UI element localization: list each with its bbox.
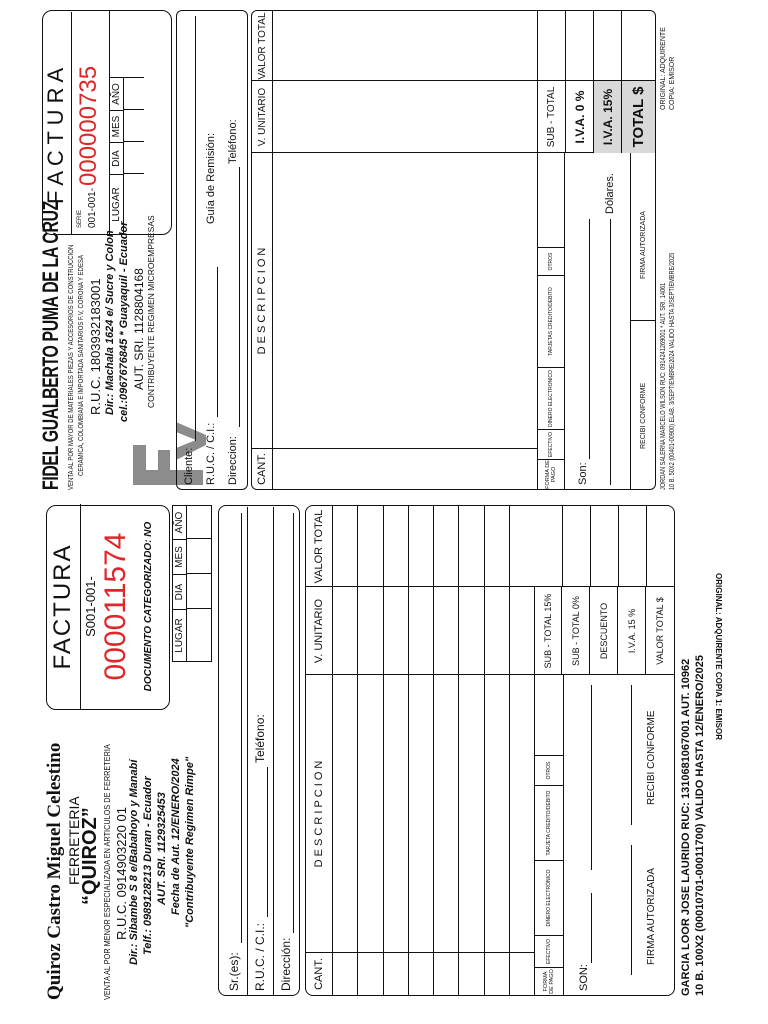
total-total: TOTAL $ [621, 81, 655, 153]
total-iva0: I.V.A. 0 % [565, 81, 593, 153]
client-field[interactable] [195, 16, 196, 441]
col-valor-total: VALOR TOTAL [256, 12, 268, 80]
phone-text: Telf.: 0989128213 Duran - Ecuador [142, 776, 154, 955]
ruc-label: R.U.C. / C.I.: [253, 922, 267, 991]
payment-efectivo[interactable]: EFECTIVO [537, 429, 565, 459]
regime-text: CONTRIBUYENTE REGIMEN MICROEMPRESAS [146, 215, 156, 408]
serie-text: S001-001- [83, 576, 98, 637]
total-subtotal: SUB - TOTAL [545, 86, 557, 148]
address-label: Dirección: [279, 937, 293, 991]
item-row-line [357, 506, 358, 995]
date-header-anio: AÑO [110, 78, 124, 110]
col-cant: CANT. [256, 453, 268, 485]
store-line: FERRETERIA [66, 796, 82, 885]
doc-category-note: DOCUMENTO CATEGORIZADO: NO [143, 521, 154, 692]
invoice-number: 000011574 [99, 532, 132, 681]
item-row-line [509, 506, 510, 995]
item-row-line [383, 506, 384, 995]
phone-text: cel.:0967676845 * Guayaquil - Ecuador [118, 221, 130, 422]
recibi-conforme: RECIBI CONFORME [646, 710, 657, 805]
col-descripcion: D E S C R I P C I O N [313, 760, 325, 868]
ruc-field[interactable] [217, 267, 218, 417]
invoice-number: 000000735 [75, 65, 102, 186]
activity-line2: CERAMICA, COLOMBIANA E IMPORTADA SANITARIOS F.V, CORONA Y EDESA [76, 255, 85, 476]
payment-dinero[interactable]: DINERO ELECTRÓNICO [534, 860, 564, 935]
son-field[interactable] [589, 219, 590, 459]
printer-line1: JORDAN SALERNA MARCELO WILSON RUC: 0914241269001 * AUT. SRI. 14061 [660, 282, 667, 490]
date-header-mes: MES [110, 110, 124, 142]
payment-row [537, 153, 565, 489]
invoice-quiroz [42, 505, 742, 1000]
items-table [251, 10, 656, 490]
total-iva: I.V.A. 15 % [618, 587, 646, 675]
col-v-unitario: V. UNITARIO [256, 87, 268, 147]
owner-name: FIDEL GUALBERTO PUMA DE LA CRUZ [38, 201, 63, 490]
printer-line2: 10 B. 100X2 (00010701-00011700) VALIDO HASTA 12/ENERO/2025 [694, 655, 706, 996]
serie-label: SERIE [77, 209, 83, 228]
doc-number-box [42, 10, 172, 235]
payment-row [534, 675, 564, 995]
date-header-anio: AÑO [173, 506, 187, 539]
date-header-mes: MES [173, 539, 187, 574]
payment-tarjeta[interactable]: TARJETA CREDITO/DEBITO [534, 785, 564, 860]
total-sub0: SUB - TOTAL 0% [562, 587, 590, 675]
client-box [176, 10, 248, 490]
regime-text: "Contribuyente Regimen Rimpe" [184, 756, 196, 928]
son-label: Son: [577, 462, 589, 485]
fecha-aut-text: Fecha de Aut. 12/ENERO/2024 [170, 758, 182, 915]
dolares-text: Dólares. [604, 173, 616, 214]
client-box [218, 505, 300, 996]
payment-label: FORMA DE PAGO [534, 967, 564, 995]
payment-efectivo[interactable]: EFECTIVO [534, 935, 564, 967]
total-valor: VALOR TOTAL $ [655, 597, 665, 665]
ruc-label: R.U.C. / C.I.: [205, 422, 217, 485]
ruc-text: R.U.C. 0914903220 01 [114, 807, 129, 940]
payment-dinero[interactable]: DINERO ELECTRONICO [537, 367, 565, 429]
aut-sri-text: AUT. SRI. 1129325453 [156, 792, 168, 905]
total-sub15: SUB - TOTAL 15% [534, 587, 562, 675]
client-label: Sr.(es): [227, 952, 241, 991]
item-row-line [458, 506, 459, 995]
col-valor-total: VALOR TOTAL [313, 509, 325, 584]
col-descripcion: D E S C R I P C I O N [256, 247, 268, 355]
address-field[interactable] [239, 167, 240, 427]
item-row-line [408, 506, 409, 995]
phone-label: Teléfono: [253, 714, 267, 763]
son-field[interactable] [591, 893, 592, 963]
doc-title: F A C T U R A [43, 67, 68, 204]
store-name: “QUIROZ” [79, 807, 101, 905]
date-header-dia: DIA [110, 142, 124, 174]
payment-otros[interactable]: OTROS [534, 755, 564, 785]
address-text: Dir.: Sibambe S 8 e/Babahoyo y Manabí [128, 759, 140, 965]
owner-name: Quiroz Castro Miguel Celestino [44, 742, 65, 1000]
total-iva15: I.V.A. 15% [593, 81, 621, 153]
date-header-lugar: LUGAR [110, 174, 124, 234]
printer-line2: 10 B. 50X2 (00401-00900) ELAB. 3/SEPTIEMBRE/2024 VALIDO HASTA 3/SEPTIEMBRE/2025 [669, 252, 676, 490]
items-table [305, 505, 675, 996]
son-label: SON: [578, 964, 590, 991]
date-table [109, 11, 171, 234]
item-row-line [484, 506, 485, 995]
activity-line1: VENTA AL POR MAYOR DE MATERIALES PIEZAS Y ACCESORIOS DE CONSTRUCCION [66, 244, 75, 490]
copy-note-2: COPIA: EMISOR [669, 56, 676, 110]
address-field[interactable] [293, 513, 294, 933]
copy-note: ORIGINAL: ADQUIRENTE COPIA 1: EMISOR [714, 573, 723, 740]
payment-tarjeta[interactable]: TARJETAS CREDITO/DEBITO [537, 275, 565, 367]
invoice-fidel [38, 10, 738, 490]
address-text: Dir.: Machala 1624 e/ Sucre y Colon [104, 230, 116, 415]
client-field[interactable] [241, 513, 242, 943]
firma-autorizada: FIRMA AUTORIZADA [646, 867, 657, 965]
col-v-unitario: V. UNITARIO [313, 598, 325, 664]
doc-number-box [46, 505, 170, 710]
firma-autorizada: FIRMA AUTORIZADA [640, 211, 647, 279]
printer-line1: GARCIA LOOR JOSE LAURIDO RUC: 1310681067001 AUT. 10962 [680, 658, 692, 996]
aut-sri-text: AUT. SRI. 1128804168 [132, 268, 146, 390]
serie-text: 001-001- [87, 187, 98, 228]
copy-note-1: ORIGINAL: ADQUIRENTE [660, 27, 667, 110]
ruc-text: R.U.C. 1803932183001 [88, 278, 103, 415]
payment-label: FORMA DE PAGO [537, 459, 565, 489]
address-label: Direccion: [227, 436, 239, 485]
client-label: Cliente: [183, 447, 195, 485]
phone-label: Teléfono: [227, 119, 239, 164]
activity-text: VENTA AL POR MENOR ESPECIALIZADA EN ARTICULOS DE FERRETERIA [102, 744, 112, 1000]
guia-label: Guía de Remisión: [205, 132, 217, 224]
total-descuento: DESCUENTO [590, 587, 618, 675]
items-rows [332, 506, 534, 995]
recibi-conforme: RECIBI CONFORME [640, 382, 647, 449]
ruc-field[interactable] [267, 767, 268, 917]
item-row-line [433, 506, 434, 995]
col-cant: CANT. [313, 958, 325, 990]
date-header-lugar: LUGAR [173, 609, 187, 661]
payment-otros[interactable]: OTROS [537, 247, 565, 275]
doc-title: FACTURA [49, 543, 76, 670]
date-header-dia: DIA [173, 574, 187, 609]
date-table [172, 505, 212, 662]
totals-labels [534, 587, 674, 675]
